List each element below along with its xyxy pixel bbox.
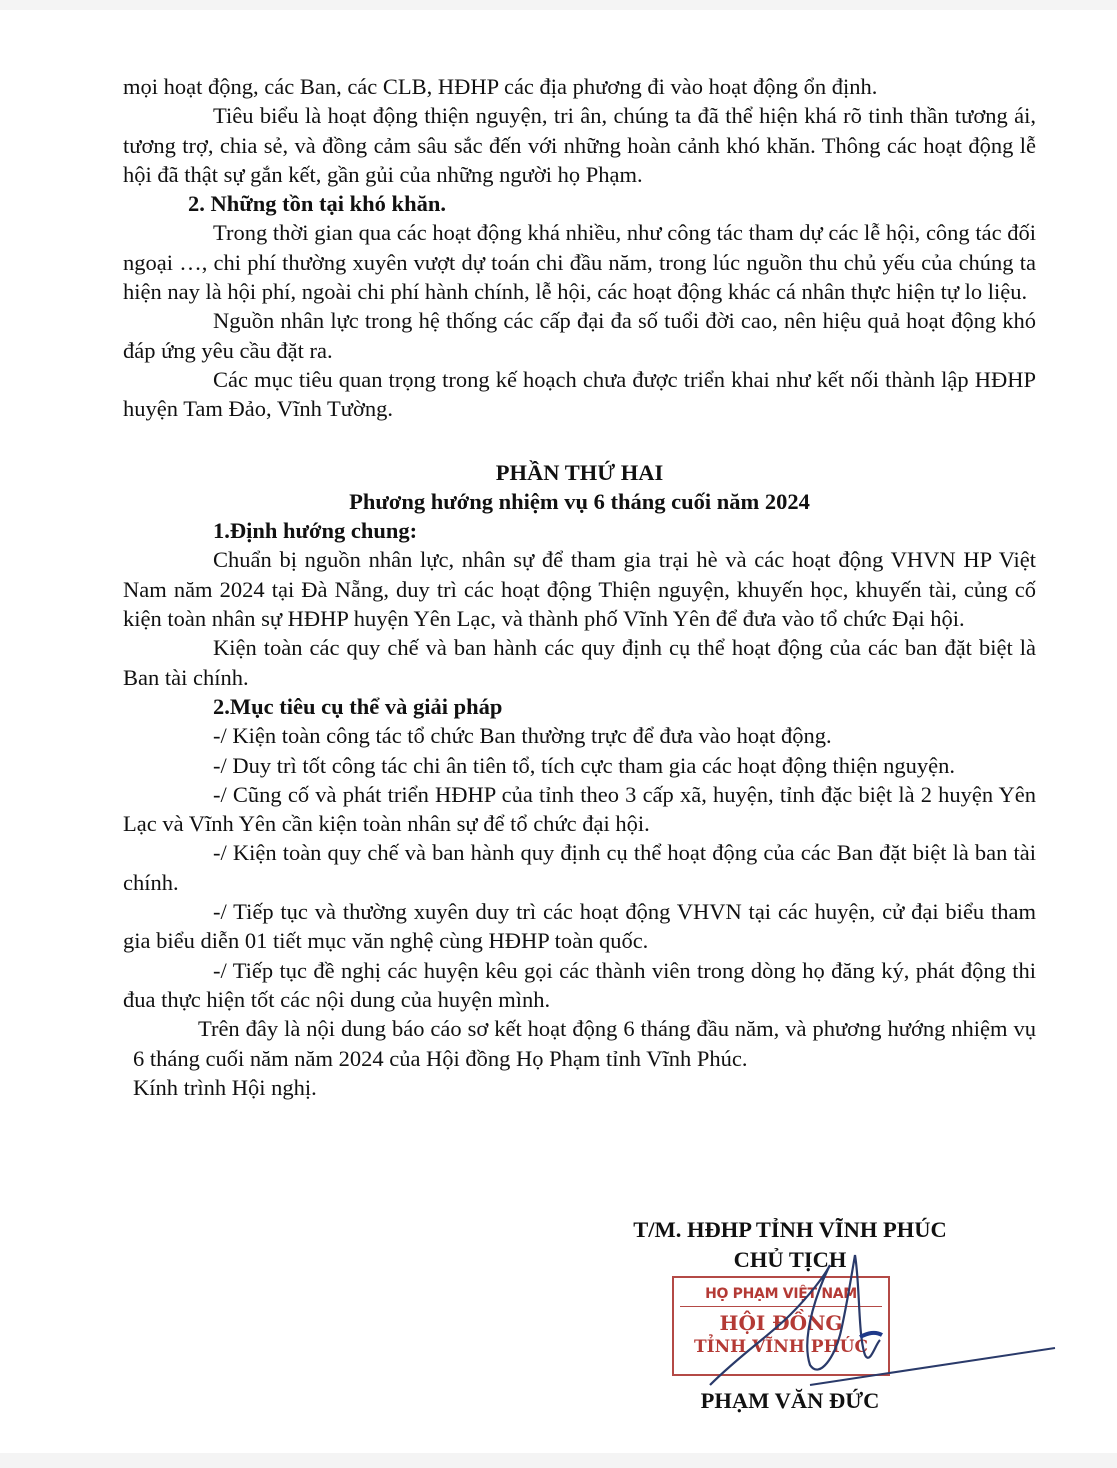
part-subtitle: Phương hướng nhiệm vụ 6 tháng cuối năm 2024 [349, 488, 810, 514]
signature-block [580, 1215, 1000, 1275]
paragraph: Các mục tiêu quan trọng trong kế hoạch chưa được triển khai như kết nối thành lập HĐHP huyện Tam Đảo, Vĩnh Tường. [123, 366, 1036, 422]
list-item: -/ Duy trì tốt công tác chi ân tiên tổ, tích cực tham gia các hoạt động thiện nguyện. [213, 752, 955, 778]
stamp-line-1: HỌ PHẠM VIỆT NAM [680, 1286, 882, 1307]
document-body [123, 72, 1036, 1102]
paragraph: mọi hoạt động, các Ban, các CLB, HĐHP các địa phương đi vào hoạt động ổn định. [123, 74, 878, 99]
list-item: -/ Kiện toàn quy chế và ban hành quy định cụ thể hoạt động của các Ban đặt biệt là ban tài chính. [123, 840, 1036, 895]
paragraph: Nguồn nhân lực trong hệ thống các cấp đại đa số tuổi đời cao, nên hiệu quả hoạt động khó đáp ứng yêu cầu đặt ra. [123, 308, 1036, 363]
stamp-line-2: HỘI ĐỒNG [719, 1311, 843, 1335]
section-heading-goals: 2.Mục tiêu cụ thể và giải pháp [213, 693, 503, 719]
paragraph: Kiện toàn các quy chế và ban hành các quy định cụ thể hoạt động của các ban đặt biệt là Ban tài chính. [123, 635, 1036, 690]
position-label: CHỦ TỊCH [733, 1247, 847, 1272]
paragraph: Tiêu biểu là hoạt động thiện nguyện, tri ân, chúng ta đã thể hiện khá rõ tinh thần tương ái, tương trợ, chia sẻ, và đồng cảm sâu sắc đến với những hoàn cảnh khó khăn. Thông các hoạt động lễ hội đã thật sự gắn kết, gần gủi của những người họ Phạm. [123, 103, 1036, 187]
on-behalf-label: T/M. HĐHP TỈNH VĨNH PHÚC [633, 1217, 947, 1242]
stamp-line-3: TỈNH VĨNH PHÚC [694, 1337, 868, 1357]
document-page [0, 10, 1117, 1453]
part-title: PHẦN THỨ HAI [495, 459, 664, 485]
section-heading-general: 1.Định hướng chung: [213, 518, 418, 544]
closing-line: Kính trình Hội nghị. [133, 1074, 317, 1100]
closing-paragraph: Trên đây là nội dung báo cáo sơ kết hoạt động 6 tháng đầu năm, và phương hướng nhiệm vụ 6 tháng cuối năm năm 2024 của Hội đồng Họ Phạm tỉnh Vĩnh Phúc. [133, 1016, 1036, 1071]
section-heading-difficulties: 2. Những tồn tại khó khăn. [188, 191, 446, 217]
paragraph: Trong thời gian qua các hoạt động khá nhiều, như công tác tham dự các lễ hội, công tác đối ngoại …, chi phí thường xuyên vượt dự toán chi đầu năm, trong lúc nguồn thu chủ yếu của chúng ta hiện nay là hội phí, ngoài chi phí hành chính, lễ hội, các hoạt động khác cá nhân thực hiện tự lo liệu. [123, 220, 1036, 305]
official-stamp [672, 1276, 890, 1376]
list-item: -/ Cũng cố và phát triển HĐHP của tỉnh theo 3 cấp xã, huyện, tỉnh đặc biệt là 2 huyện Yên Lạc và Vĩnh Yên cần kiện toàn nhân sự để tổ chức đại hội. [123, 781, 1036, 837]
list-item: -/ Tiếp tục và thường xuyên duy trì các hoạt động VHVN tại các huyện, cử đại biểu tham gia biểu diễn 01 tiết mục văn nghệ cùng HĐHP toàn quốc. [123, 899, 1036, 954]
list-item: -/ Kiện toàn công tác tổ chức Ban thường trực để đưa vào hoạt động. [213, 723, 832, 749]
list-item: -/ Tiếp tục đề nghị các huyện kêu gọi các thành viên trong dòng họ đăng ký, phát động thi đua thực hiện tốt các nội dung của huyện mình. [123, 957, 1036, 1012]
spacer [123, 424, 1036, 453]
signer-name: PHẠM VĂN ĐỨC [700, 1388, 880, 1413]
paragraph: Chuẩn bị nguồn nhân lực, nhân sự để tham gia trại hè và các hoạt động VHVN HP Việt Nam năm 2024 tại Đà Nẵng, duy trì các hoạt động Thiện nguyện, khuyến học, khuyến tài, củng cố kiện toàn nhân sự HĐHP huyện Yên Lạc, và thành phố Vĩnh Yên để đưa vào tổ chức Đại hội. [123, 547, 1036, 632]
